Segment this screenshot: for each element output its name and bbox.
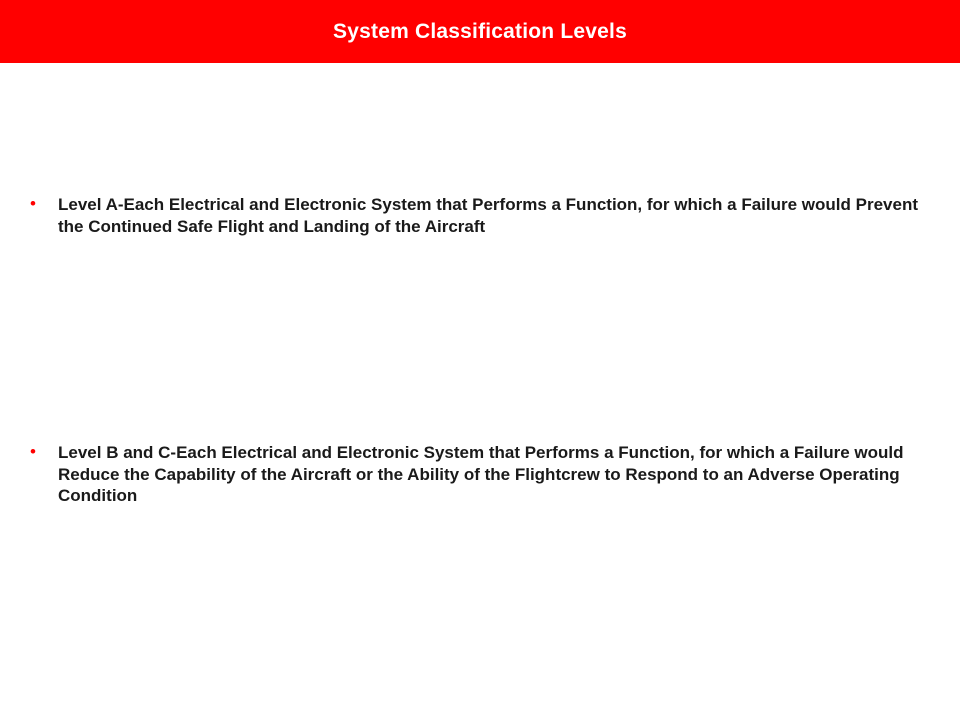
title-bar bbox=[0, 0, 960, 63]
bullet-item-level-b-c bbox=[30, 442, 930, 507]
bullet-text: Level A-Each Electrical and Electronic System that Performs a Function, for which a Failure would Prevent the Continued Safe Flight and Landing of the Aircraft bbox=[58, 195, 918, 236]
bullet-dot-icon: • bbox=[30, 194, 36, 213]
bullet-text: Level B and C-Each Electrical and Electronic System that Performs a Function, for which a Failure would Reduce the Capability of the Aircraft or the Ability of the Flightcrew to Respond to an Adverse Operating Condition bbox=[58, 443, 904, 505]
bullet-dot-icon: • bbox=[30, 442, 36, 461]
slide-title: System Classification Levels bbox=[333, 19, 627, 43]
bullet-item-level-a bbox=[30, 194, 930, 237]
